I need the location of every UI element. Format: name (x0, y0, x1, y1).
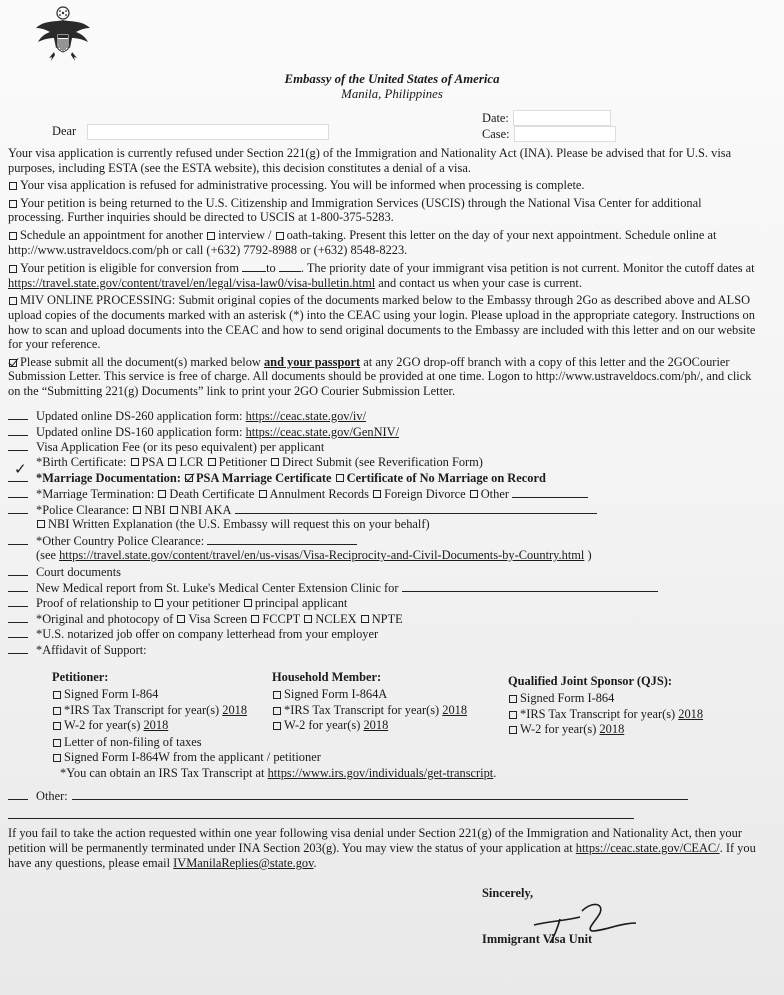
date-case-block (482, 110, 616, 142)
option-label: Death Certificate (169, 486, 255, 501)
option-conversion (8, 260, 758, 290)
salutation-text: Dear (52, 124, 77, 138)
checkbox[interactable] (158, 490, 166, 498)
irs-transcript-link[interactable]: https://www.irs.gov/individuals/get-transcript (267, 765, 494, 780)
item-label: Updated online DS-260 application form: (36, 409, 243, 423)
footer-paragraph (8, 826, 768, 871)
embassy-title: Embassy of the United States of America (284, 72, 500, 86)
option-label: Direct Submit (see Reverification Form) (281, 454, 483, 469)
checkbox[interactable] (168, 458, 176, 466)
option-administrative (8, 178, 758, 193)
ds160-link[interactable]: https://ceac.state.gov/GenNIV/ (245, 424, 400, 439)
signature-unit: Immigrant Visa Unit (482, 932, 593, 946)
list-item (8, 595, 768, 611)
option-label: PSA Marriage Certificate (195, 471, 332, 486)
list-item (8, 642, 768, 658)
option-text: at any 2GO drop-off branch with a copy of this letter and the 2GOCourier Submission Letter. This service is free of charge. All documents should be provided at one time. Logon to http://www.ustraveldocs.com/ph/, and click on the “Submitting 221(g) Documents” link to print your 2GO Courier Submission Letter. (8, 354, 752, 398)
list-item (8, 408, 768, 424)
option-text: and contact us when your case is current. (378, 275, 582, 290)
option-text: Your petition is eligible for conversion from (20, 261, 239, 276)
option-label: NBI (144, 502, 166, 517)
option-label: Petitioner (218, 454, 267, 469)
option-label: W-2 for year(s) (520, 722, 597, 737)
mark-line[interactable] (8, 580, 28, 592)
checkbox[interactable] (53, 739, 61, 747)
mark-line[interactable] (8, 439, 28, 451)
document-checklist (8, 408, 768, 658)
checkbox[interactable] (53, 722, 61, 730)
mark-line-checked[interactable] (8, 460, 28, 482)
case-label: Case: (482, 127, 510, 141)
checkbox[interactable] (273, 722, 281, 730)
footer-text: . (313, 856, 317, 870)
year-value: 2018 (442, 702, 468, 717)
other-blank-line[interactable] (72, 788, 688, 800)
option-label: NPTE (371, 611, 403, 626)
checkbox[interactable] (53, 691, 61, 699)
option-label: *IRS Tax Transcript for year(s) (520, 706, 676, 721)
checkbox-checked[interactable] (9, 359, 17, 367)
footer-text: . If you have any questions, please email (8, 841, 756, 870)
option-label: FCCPT (262, 611, 301, 626)
mark-line (8, 548, 28, 559)
option-label: NBI AKA (180, 502, 232, 517)
option-text: MIV ONLINE PROCESSING: Submit original copies of the documents marked below to the Embassy through 2Go as described above and ALSO upload copies of the documents marked with an asterisk (*) into the CEAC using your login. Please upload in the appropriate category. Instructions on how to scan and upload documents into the CEAC and how to send original documents to the Embassy are included with this letter and on our website for your reference. (8, 293, 756, 352)
option-label: principal applicant (254, 596, 348, 611)
list-item (8, 611, 768, 627)
blank-line (242, 260, 266, 272)
checkbox[interactable] (304, 615, 312, 623)
checkbox[interactable] (133, 506, 141, 514)
year-value: 2018 (222, 702, 248, 717)
checkbox[interactable] (509, 711, 517, 719)
list-item (8, 517, 768, 533)
check-mark-icon: ✓ (14, 460, 27, 479)
option-text: . The priority date of your immigrant visa petition is not current. Monitor the cutoff dates at (300, 261, 755, 276)
option-label: Certificate of No Marriage on Record (346, 471, 546, 486)
list-item (8, 580, 768, 596)
option-schedule (8, 228, 758, 257)
year-value: 2018 (599, 722, 625, 737)
column-heading: Qualified Joint Sponsor (QJS): (508, 674, 672, 688)
option-label: W-2 for year(s) (284, 718, 361, 733)
checkbox[interactable] (336, 474, 344, 482)
checkbox[interactable] (244, 599, 252, 607)
other-label: Other: (36, 789, 68, 803)
letter-header (0, 72, 784, 102)
mark-line[interactable] (8, 788, 28, 800)
checkbox[interactable] (273, 707, 281, 715)
petitioner-extra (52, 735, 496, 781)
mark-line[interactable] (8, 626, 28, 638)
checkbox[interactable] (53, 754, 61, 762)
blank-line[interactable] (235, 502, 597, 514)
divider (8, 818, 634, 819)
mark-line[interactable] (8, 642, 28, 654)
option-label: PSA (141, 454, 165, 469)
option-label: Visa Screen (188, 611, 248, 626)
checkbox[interactable] (470, 490, 478, 498)
item-label: ) (587, 548, 592, 563)
item-label: NBI Written Explanation (the U.S. Embassy will request this on your behalf) (48, 517, 430, 532)
item-label: Court documents (36, 564, 122, 579)
item-label: *Affidavit of Support: (36, 642, 147, 657)
item-label: Updated online DS-160 application form: (36, 424, 243, 439)
option-label: W-2 for year(s) (64, 718, 141, 733)
option-text: Your petition is being returned to the U.S. Citizenship and Immigration Services (USCIS) through the National Visa Center for additional processing. Further inquiries should be directed to USCIS at 1-800-375-5283. (8, 195, 702, 225)
checkbox[interactable] (361, 615, 369, 623)
blank-line[interactable] (402, 580, 658, 592)
checkbox[interactable] (170, 506, 178, 514)
checkbox[interactable] (276, 232, 284, 240)
option-text: oath-taking. Present this letter on the day of your next appointment. Schedule online at http://www.ustraveldocs.com/ph or call (+632) 7792-8988 or (+632) 8548-8223. (8, 227, 717, 257)
option-returned-uscis (8, 196, 758, 225)
list-item (8, 502, 768, 518)
checkbox[interactable] (509, 695, 517, 703)
item-label: *Marriage Documentation: (36, 471, 181, 486)
checkbox[interactable] (9, 232, 17, 240)
mark-line[interactable] (8, 611, 28, 623)
item-label: Proof of relationship to (36, 596, 152, 611)
mark-line[interactable] (8, 408, 28, 420)
list-item (8, 455, 768, 471)
checkbox[interactable] (9, 265, 17, 273)
option-miv-online (8, 293, 758, 351)
checkbox[interactable] (373, 490, 381, 498)
item-label: New Medical report from St. Luke's Medical Center Extension Clinic for (36, 580, 399, 595)
checkbox[interactable] (273, 691, 281, 699)
item-label: *Original and photocopy of (36, 611, 174, 626)
irs-note-end: . (493, 765, 497, 780)
checkbox[interactable] (9, 200, 17, 208)
checkbox[interactable] (131, 458, 139, 466)
qjs-column (508, 674, 703, 738)
redacted-date (513, 110, 611, 126)
year-value: 2018 (143, 718, 169, 733)
column-heading: Petitioner: (52, 670, 109, 684)
redacted-name (87, 124, 329, 140)
letter-body (8, 146, 758, 402)
ds260-link[interactable]: https://ceac.state.gov/iv/ (245, 409, 367, 423)
petitioner-column (52, 670, 247, 734)
mark-line[interactable] (8, 564, 28, 576)
blank-line[interactable] (207, 533, 357, 545)
option-label: Signed Form I-864 (64, 687, 159, 702)
irs-note: *You can obtain an IRS Tax Transcript at (60, 765, 265, 780)
checkbox[interactable] (251, 615, 259, 623)
mark-line[interactable] (8, 502, 28, 514)
visa-bulletin-link[interactable]: https://travel.state.gov/content/travel/en/legal/visa-law0/visa-bulletin.html (8, 275, 376, 290)
option-text: Schedule an appointment for another (20, 227, 204, 242)
option-label: NCLEX (315, 611, 357, 626)
checkbox[interactable] (155, 599, 163, 607)
column-heading: Household Member: (272, 670, 382, 684)
list-item (8, 548, 768, 564)
mark-line[interactable] (8, 486, 28, 498)
mark-line[interactable] (8, 533, 28, 545)
list-item (8, 424, 768, 440)
option-label: *IRS Tax Transcript for year(s) (284, 702, 440, 717)
option-2go-submit (8, 355, 758, 399)
list-item (8, 439, 768, 455)
checkbox[interactable] (9, 182, 17, 190)
ceac-status-link[interactable]: https://ceac.state.gov/CEAC/ (575, 841, 720, 855)
salutation (52, 124, 329, 140)
list-item (8, 626, 768, 642)
item-label: Visa Application Fee (or its peso equivalent) per applicant (36, 440, 325, 455)
option-label: Signed Form I-864 (520, 691, 615, 706)
intro-paragraph: Your visa application is currently refused under Section 221(g) of the Immigration and Nationality Act (INA). Please be advised that for U.S. visa purposes, including ESTA (see the ESTA website), this decision constitutes a denial of a visa. (8, 146, 732, 175)
option-label: Signed Form I-864A (284, 687, 388, 702)
option-label: your petitioner (166, 596, 240, 611)
list-item (8, 486, 768, 502)
date-label: Date: (482, 111, 509, 125)
option-text: interview / (218, 227, 272, 242)
mark-line (8, 517, 28, 528)
checkbox[interactable] (509, 726, 517, 734)
mark-line[interactable] (8, 424, 28, 436)
checkbox[interactable] (207, 232, 215, 240)
option-label: Annulment Records (269, 486, 369, 501)
blank-line (279, 260, 301, 272)
item-label: *Marriage Termination: (36, 486, 155, 501)
checkbox-checked[interactable] (185, 474, 193, 482)
item-label: *U.S. notarized job offer on company letterhead from your employer (36, 627, 379, 642)
closing: Sincerely, (482, 886, 534, 900)
checkbox[interactable] (53, 707, 61, 715)
other-row (8, 788, 688, 804)
option-label: LCR (179, 454, 204, 469)
list-item (8, 533, 768, 549)
year-value: 2018 (678, 706, 704, 721)
redacted-case (514, 126, 616, 142)
household-column (272, 670, 467, 734)
item-label: (see (36, 548, 56, 563)
mark-line[interactable] (8, 595, 28, 607)
list-item (8, 564, 768, 580)
option-label: *IRS Tax Transcript for year(s) (64, 702, 220, 717)
checkbox[interactable] (259, 490, 267, 498)
checkbox[interactable] (37, 520, 45, 528)
embassy-location: Manila, Philippines (341, 87, 443, 101)
passport-emphasis: and your passport (263, 354, 361, 369)
option-text: Please submit all the document(s) marked below (20, 354, 261, 369)
option-label: Foreign Divorce (384, 486, 466, 501)
item-label: *Police Clearance: (36, 502, 130, 517)
reciprocity-link[interactable]: https://travel.state.gov/content/travel/en/us-visas/Visa-Reciprocity-and-Civil-Documents-by-Country.html (59, 548, 585, 563)
footer-text: If you fail to take the action requested within one year following visa denial under Section 221(g) of the Immigration and Nationality Act, then your petition will be permanently terminated under INA Section 203(g). You may view the status of your application at (8, 826, 742, 855)
checkbox[interactable] (177, 615, 185, 623)
option-text: Your visa application is refused for administrative processing. You will be informed when processing is complete. (20, 178, 585, 193)
year-value: 2018 (363, 718, 389, 733)
checkbox[interactable] (9, 297, 17, 305)
checkbox[interactable] (271, 458, 279, 466)
item-label: *Birth Certificate: (36, 454, 127, 469)
option-text: to (266, 261, 276, 276)
checkbox[interactable] (208, 458, 216, 466)
email-link[interactable]: IVManilaReplies@state.gov (173, 856, 314, 870)
item-label: *Other Country Police Clearance: (36, 533, 205, 548)
eagle-seal-icon (32, 4, 94, 66)
option-label: Letter of non-filing of taxes (64, 735, 202, 749)
blank-line[interactable] (512, 486, 588, 498)
option-label: Other (480, 486, 509, 501)
option-label: Signed Form I-864W from the applicant / petitioner (64, 750, 321, 765)
